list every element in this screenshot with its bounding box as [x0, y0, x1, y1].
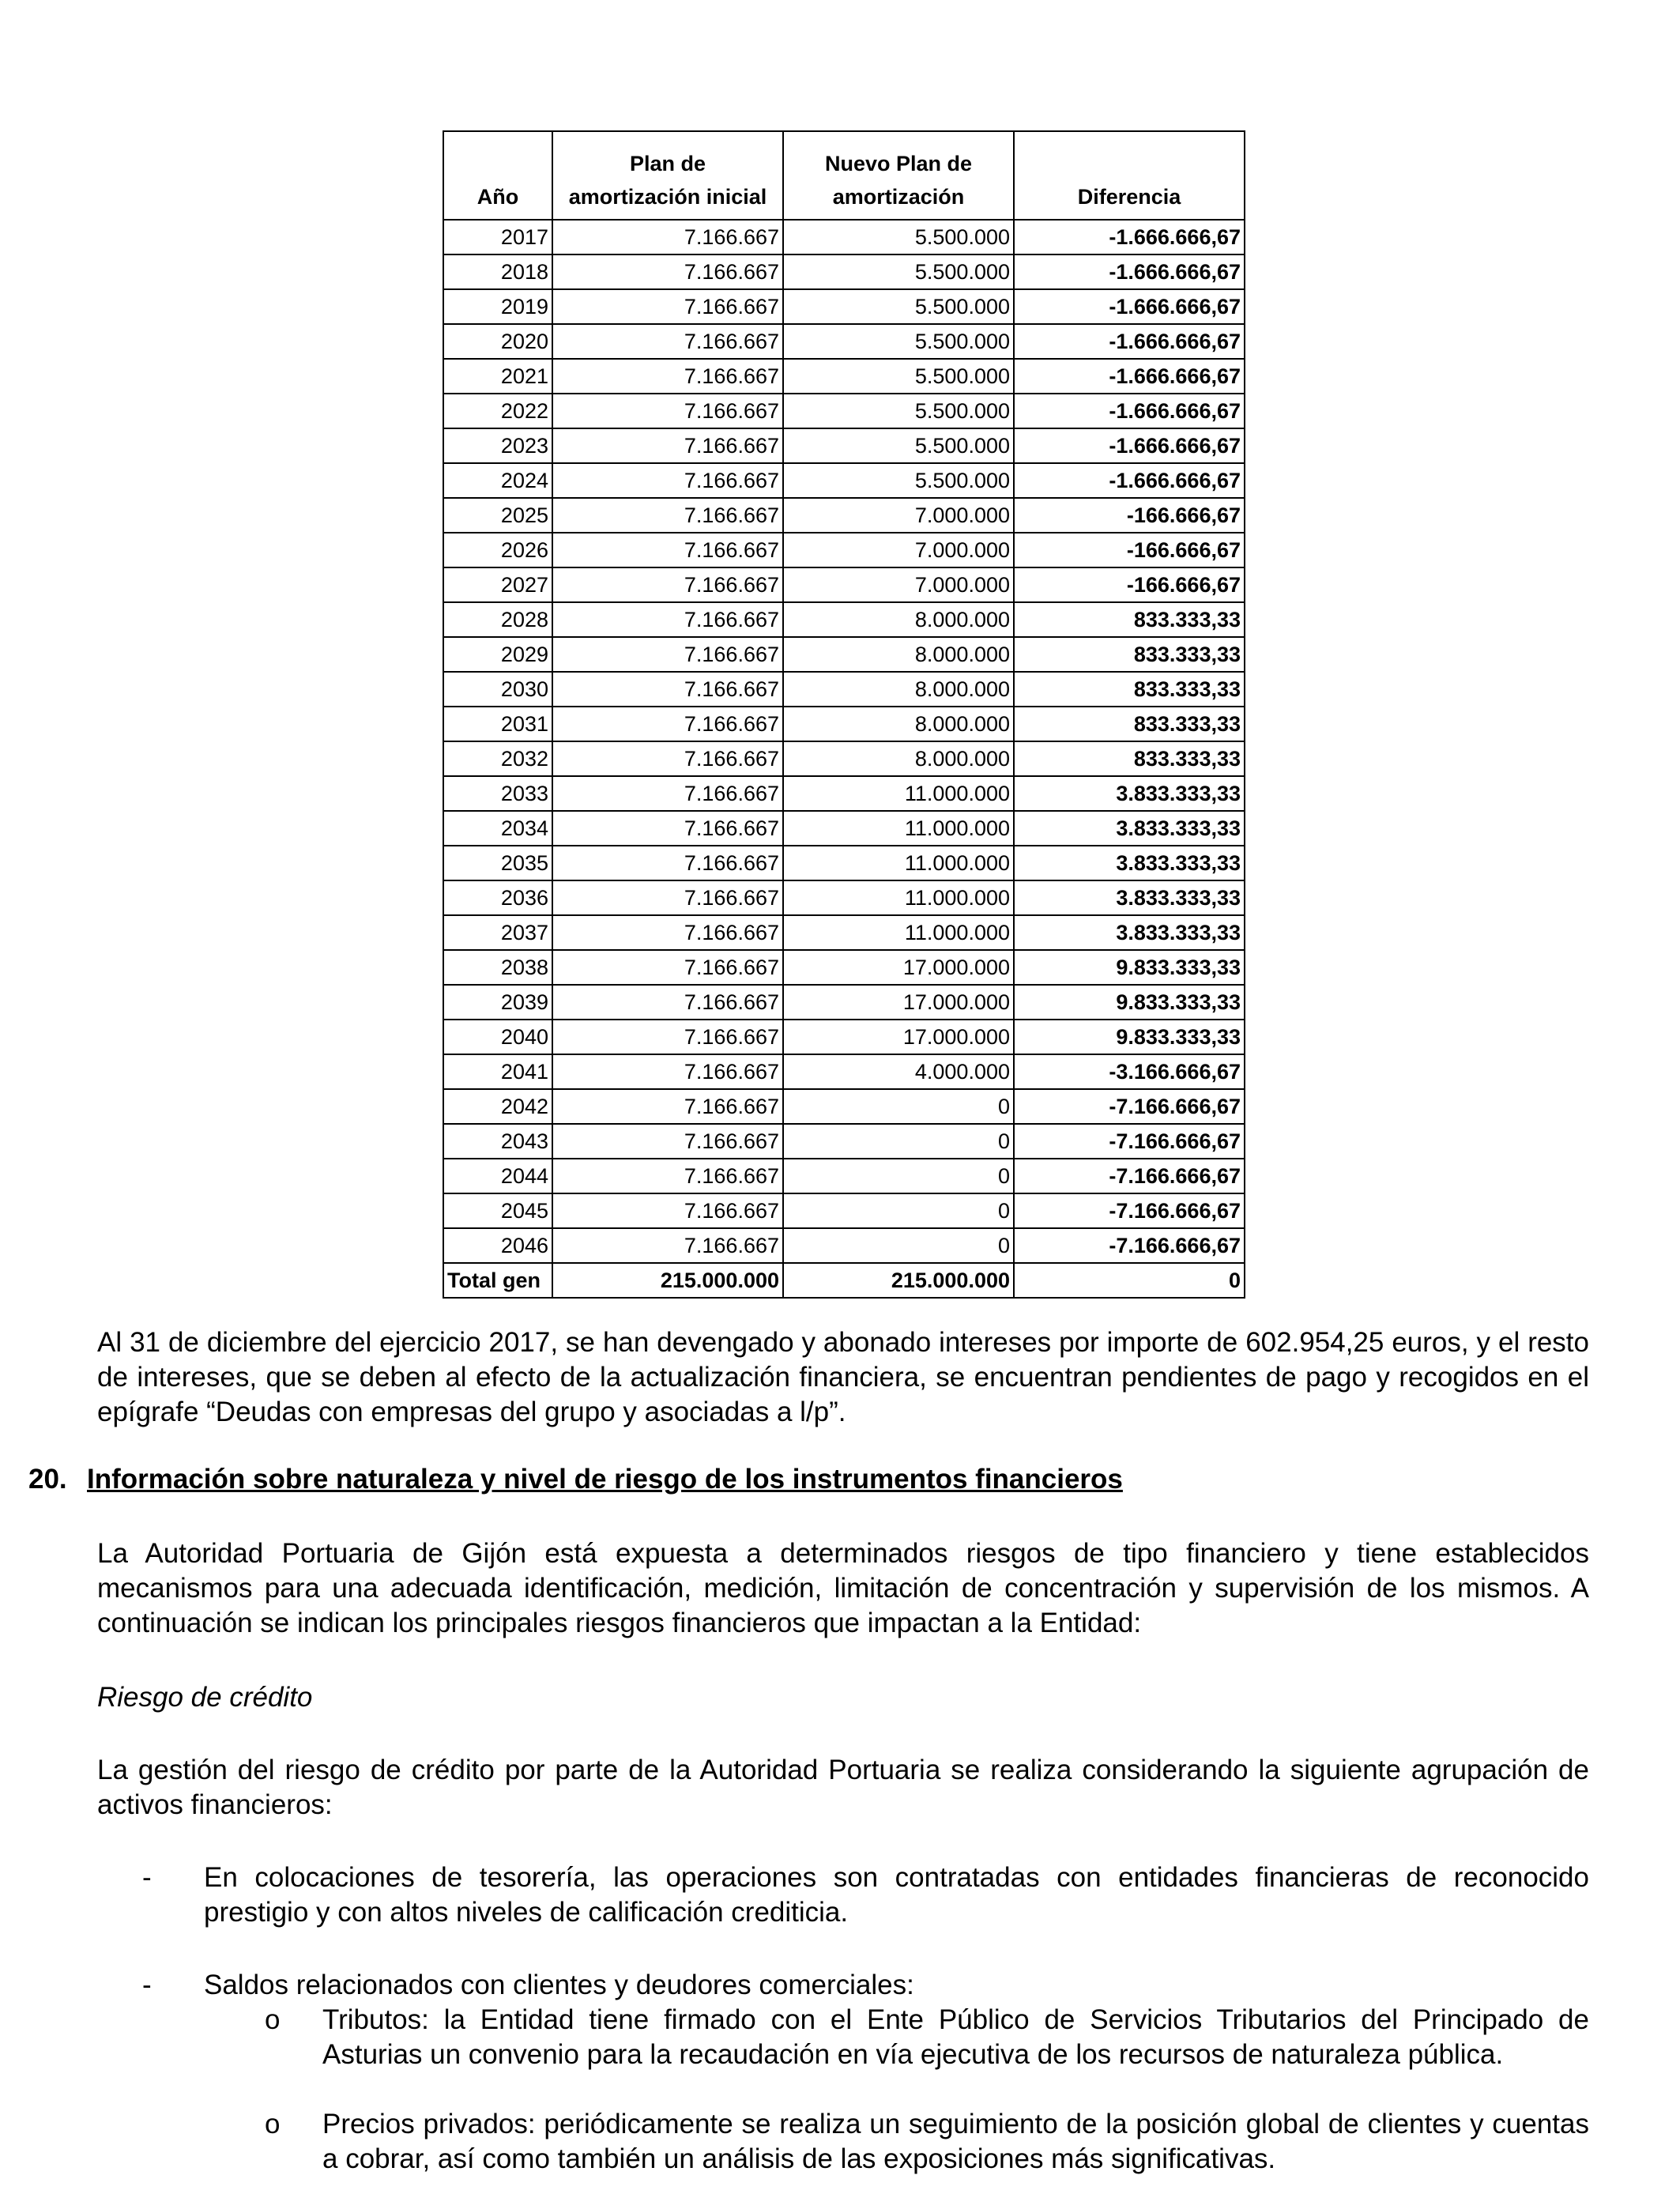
cell-initial: 7.166.667	[552, 915, 783, 950]
cell-difference: -1.666.666,67	[1014, 220, 1245, 254]
table-row	[443, 985, 1245, 1020]
cell-new: 5.500.000	[783, 359, 1014, 394]
cell-initial: 7.166.667	[552, 463, 783, 498]
total-new: 215.000.000	[783, 1263, 1014, 1298]
cell-new: 7.000.000	[783, 567, 1014, 602]
cell-difference: 9.833.333,33	[1014, 1020, 1245, 1054]
cell-new: 8.000.000	[783, 637, 1014, 672]
cell-year: 2027	[443, 567, 552, 602]
table-row	[443, 220, 1245, 254]
table-row	[443, 428, 1245, 463]
cell-year: 2034	[443, 811, 552, 846]
table-row	[443, 1089, 1245, 1124]
cell-new: 11.000.000	[783, 846, 1014, 880]
table-row	[443, 672, 1245, 707]
cell-year: 2023	[443, 428, 552, 463]
cell-difference: -1.666.666,67	[1014, 428, 1245, 463]
cell-new: 5.500.000	[783, 428, 1014, 463]
table-row	[443, 741, 1245, 776]
sub-list-item-text: Precios privados: periódicamente se realiza un seguimiento de la posición global de clientes y cuentas a cobrar, así como también un análisis de las exposiciones más significativas.	[322, 2109, 1589, 2174]
cell-new: 5.500.000	[783, 254, 1014, 289]
cell-difference: 833.333,33	[1014, 707, 1245, 741]
cell-year: 2037	[443, 915, 552, 950]
section-number: 20.	[28, 1464, 67, 1495]
table-row	[443, 1193, 1245, 1228]
cell-initial: 7.166.667	[552, 846, 783, 880]
table-row	[443, 1228, 1245, 1263]
section-title: Información sobre naturaleza y nivel de riesgo de los instrumentos financieros	[87, 1464, 1123, 1495]
cell-initial: 7.166.667	[552, 394, 783, 428]
cell-year: 2024	[443, 463, 552, 498]
table-row	[443, 1020, 1245, 1054]
cell-new: 0	[783, 1228, 1014, 1263]
cell-year: 2036	[443, 880, 552, 915]
cell-year: 2028	[443, 602, 552, 637]
cell-initial: 7.166.667	[552, 289, 783, 324]
amortization-table	[443, 130, 1245, 1299]
table-row	[443, 1159, 1245, 1193]
cell-new: 17.000.000	[783, 1020, 1014, 1054]
cell-year: 2031	[443, 707, 552, 741]
cell-difference: 833.333,33	[1014, 672, 1245, 707]
header-new-line-2: amortización	[832, 185, 965, 209]
table-row	[443, 776, 1245, 811]
circle-bullet: o	[265, 2004, 281, 2035]
cell-year: 2046	[443, 1228, 552, 1263]
cell-new: 0	[783, 1124, 1014, 1159]
cell-new: 5.500.000	[783, 220, 1014, 254]
cell-year: 2041	[443, 1054, 552, 1089]
header-year: Año	[443, 131, 552, 220]
cell-difference: 3.833.333,33	[1014, 915, 1245, 950]
cell-difference: 9.833.333,33	[1014, 985, 1245, 1020]
credit-risk-subheading: Riesgo de crédito	[97, 1682, 313, 1713]
total-difference: 0	[1014, 1263, 1245, 1298]
cell-new: 8.000.000	[783, 707, 1014, 741]
cell-initial: 7.166.667	[552, 359, 783, 394]
cell-year: 2029	[443, 637, 552, 672]
table-row	[443, 880, 1245, 915]
cell-year: 2026	[443, 533, 552, 567]
cell-initial: 7.166.667	[552, 254, 783, 289]
cell-initial: 7.166.667	[552, 776, 783, 811]
cell-new: 11.000.000	[783, 811, 1014, 846]
cell-difference: -166.666,67	[1014, 533, 1245, 567]
cell-initial: 7.166.667	[552, 533, 783, 567]
cell-new: 5.500.000	[783, 289, 1014, 324]
cell-year: 2030	[443, 672, 552, 707]
sub-list-item-text: Tributos: la Entidad tiene firmado con el Ente Público de Servicios Tributarios del Principado de Asturias un convenio para la recaudación en vía ejecutiva de los recursos de naturaleza pública.	[322, 2004, 1589, 2070]
dash-bullet: -	[142, 1970, 152, 2000]
header-new-line-1: Nuevo Plan de	[824, 152, 973, 176]
credit-paragraph: La gestión del riesgo de crédito por parte de la Autoridad Portuaria se realiza considerando la siguiente agrupación de activos financieros:	[97, 1755, 1589, 1820]
section-heading	[28, 1462, 1593, 1497]
cell-year: 2043	[443, 1124, 552, 1159]
cell-initial: 7.166.667	[552, 324, 783, 359]
cell-year: 2022	[443, 394, 552, 428]
cell-initial: 7.166.667	[552, 220, 783, 254]
cell-initial: 7.166.667	[552, 1228, 783, 1263]
table-row	[443, 324, 1245, 359]
cell-difference: 833.333,33	[1014, 741, 1245, 776]
cell-difference: 833.333,33	[1014, 637, 1245, 672]
cell-year: 2018	[443, 254, 552, 289]
cell-year: 2019	[443, 289, 552, 324]
cell-difference: -1.666.666,67	[1014, 289, 1245, 324]
table-row	[443, 359, 1245, 394]
cell-initial: 7.166.667	[552, 985, 783, 1020]
table-row	[443, 1124, 1245, 1159]
cell-year: 2038	[443, 950, 552, 985]
table-row	[443, 289, 1245, 324]
total-label: Total gen	[443, 1263, 552, 1298]
table-row	[443, 254, 1245, 289]
cell-new: 0	[783, 1089, 1014, 1124]
table-row	[443, 1054, 1245, 1089]
cell-difference: 3.833.333,33	[1014, 880, 1245, 915]
header-initial-line-2: amortización inicial	[568, 185, 767, 209]
dash-bullet: -	[142, 1862, 152, 1893]
cell-difference: 3.833.333,33	[1014, 776, 1245, 811]
cell-difference: 3.833.333,33	[1014, 811, 1245, 846]
cell-initial: 7.166.667	[552, 880, 783, 915]
cell-initial: 7.166.667	[552, 1054, 783, 1089]
cell-year: 2033	[443, 776, 552, 811]
total-initial: 215.000.000	[552, 1263, 783, 1298]
cell-initial: 7.166.667	[552, 672, 783, 707]
cell-new: 7.000.000	[783, 533, 1014, 567]
table-row	[443, 811, 1245, 846]
cell-initial: 7.166.667	[552, 1089, 783, 1124]
cell-new: 11.000.000	[783, 776, 1014, 811]
list-item-text: En colocaciones de tesorería, las operaciones son contratadas con entidades financieras de reconocido prestigio y con altos niveles de calificación crediticia.	[204, 1862, 1589, 1928]
header-initial-plan	[552, 131, 783, 220]
cell-year: 2025	[443, 498, 552, 533]
header-difference: Diferencia	[1014, 131, 1245, 220]
table-row	[443, 394, 1245, 428]
table-row	[443, 950, 1245, 985]
cell-difference: -1.666.666,67	[1014, 394, 1245, 428]
cell-new: 17.000.000	[783, 950, 1014, 985]
table-row	[443, 846, 1245, 880]
cell-new: 11.000.000	[783, 880, 1014, 915]
cell-difference: 833.333,33	[1014, 602, 1245, 637]
table-body	[443, 220, 1245, 1263]
table-header-row	[443, 131, 1245, 220]
table-row	[443, 567, 1245, 602]
cell-difference: -166.666,67	[1014, 498, 1245, 533]
cell-difference: -1.666.666,67	[1014, 463, 1245, 498]
cell-new: 5.500.000	[783, 463, 1014, 498]
header-new-plan	[783, 131, 1014, 220]
interest-paragraph: Al 31 de diciembre del ejercicio 2017, se han devengado y abonado intereses por importe de 602.954,25 euros, y el resto de intereses, que se deben al efecto de la actualización financiera, se encuentran pendientes de pago y recogidos en el epígrafe “Deudas con empresas del grupo y asociadas a l/p”.	[97, 1327, 1589, 1427]
cell-difference: -7.166.666,67	[1014, 1089, 1245, 1124]
cell-new: 7.000.000	[783, 498, 1014, 533]
cell-year: 2044	[443, 1159, 552, 1193]
cell-initial: 7.166.667	[552, 567, 783, 602]
cell-new: 5.500.000	[783, 324, 1014, 359]
cell-initial: 7.166.667	[552, 602, 783, 637]
table-row	[443, 915, 1245, 950]
cell-initial: 7.166.667	[552, 707, 783, 741]
cell-year: 2045	[443, 1193, 552, 1228]
cell-difference: -7.166.666,67	[1014, 1124, 1245, 1159]
cell-new: 0	[783, 1193, 1014, 1228]
cell-initial: 7.166.667	[552, 811, 783, 846]
table-total-row	[443, 1263, 1245, 1298]
table-row	[443, 637, 1245, 672]
cell-difference: -7.166.666,67	[1014, 1159, 1245, 1193]
cell-initial: 7.166.667	[552, 498, 783, 533]
cell-year: 2032	[443, 741, 552, 776]
cell-year: 2020	[443, 324, 552, 359]
cell-initial: 7.166.667	[552, 1159, 783, 1193]
cell-initial: 7.166.667	[552, 637, 783, 672]
cell-year: 2039	[443, 985, 552, 1020]
cell-new: 4.000.000	[783, 1054, 1014, 1089]
cell-difference: -166.666,67	[1014, 567, 1245, 602]
table-row	[443, 533, 1245, 567]
cell-initial: 7.166.667	[552, 741, 783, 776]
cell-difference: 9.833.333,33	[1014, 950, 1245, 985]
table-row	[443, 602, 1245, 637]
cell-difference: -1.666.666,67	[1014, 254, 1245, 289]
cell-new: 11.000.000	[783, 915, 1014, 950]
cell-initial: 7.166.667	[552, 428, 783, 463]
cell-initial: 7.166.667	[552, 950, 783, 985]
table-row	[443, 707, 1245, 741]
cell-difference: -7.166.666,67	[1014, 1228, 1245, 1263]
cell-new: 8.000.000	[783, 602, 1014, 637]
cell-initial: 7.166.667	[552, 1020, 783, 1054]
cell-year: 2042	[443, 1089, 552, 1124]
cell-year: 2021	[443, 359, 552, 394]
cell-new: 8.000.000	[783, 672, 1014, 707]
cell-new: 0	[783, 1159, 1014, 1193]
cell-difference: -1.666.666,67	[1014, 359, 1245, 394]
cell-difference: 3.833.333,33	[1014, 846, 1245, 880]
cell-difference: -7.166.666,67	[1014, 1193, 1245, 1228]
cell-new: 5.500.000	[783, 394, 1014, 428]
cell-year: 2040	[443, 1020, 552, 1054]
cell-year: 2035	[443, 846, 552, 880]
table-row	[443, 498, 1245, 533]
circle-bullet: o	[265, 2109, 281, 2139]
intro-paragraph: La Autoridad Portuaria de Gijón está expuesta a determinados riesgos de tipo financiero y tiene establecidos mecanismos para una adecuada identificación, medición, limitación de concentración y supervisión de los mismos. A continuación se indican los principales riesgos financieros que impactan a la Entidad:	[97, 1538, 1589, 1638]
cell-year: 2017	[443, 220, 552, 254]
cell-initial: 7.166.667	[552, 1124, 783, 1159]
cell-new: 17.000.000	[783, 985, 1014, 1020]
cell-initial: 7.166.667	[552, 1193, 783, 1228]
cell-new: 8.000.000	[783, 741, 1014, 776]
table-row	[443, 463, 1245, 498]
list-item-text: Saldos relacionados con clientes y deudores comerciales:	[204, 1970, 914, 2000]
cell-difference: -3.166.666,67	[1014, 1054, 1245, 1089]
header-initial-line-1: Plan de	[629, 152, 706, 176]
cell-difference: -1.666.666,67	[1014, 324, 1245, 359]
